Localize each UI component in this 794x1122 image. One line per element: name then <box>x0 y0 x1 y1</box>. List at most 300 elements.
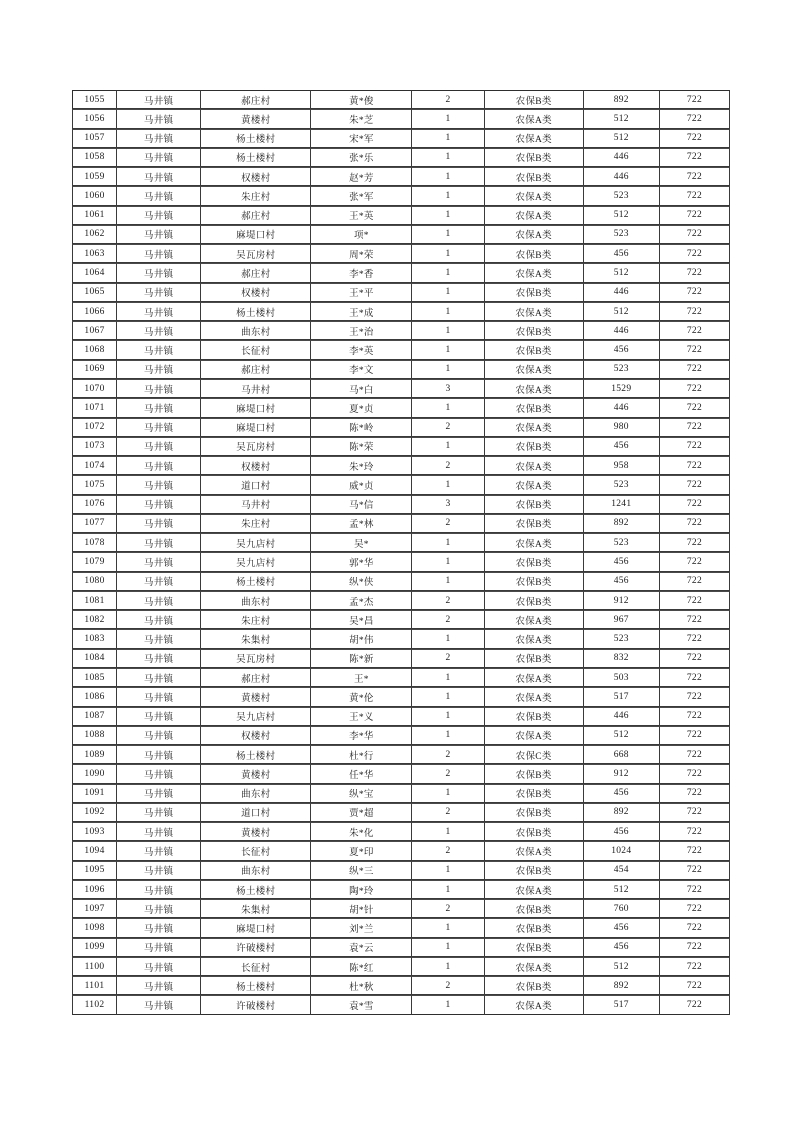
cell-town: 马井镇 <box>116 206 200 225</box>
cell-category: 农保B类 <box>484 822 583 841</box>
cell-category: 农保B类 <box>484 918 583 937</box>
cell-category: 农保A类 <box>484 995 583 1015</box>
cell-persons: 3 <box>411 495 483 514</box>
cell-seq: 1101 <box>72 976 116 995</box>
cell-name: 周*荣 <box>310 244 411 263</box>
cell-town: 马井镇 <box>116 418 200 437</box>
cell-town: 马井镇 <box>116 186 200 205</box>
cell-town: 马井镇 <box>116 629 200 648</box>
cell-category: 农保A类 <box>484 610 583 629</box>
cell-amount: 456 <box>583 784 659 803</box>
cell-seq: 1060 <box>72 186 116 205</box>
table-row <box>72 899 730 918</box>
cell-name: 李*华 <box>310 726 411 745</box>
cell-village: 郝庄村 <box>200 263 310 282</box>
cell-amount: 456 <box>583 572 659 591</box>
cell-village: 长征村 <box>200 340 310 359</box>
table-row <box>72 687 730 706</box>
cell-category: 农保A类 <box>484 109 583 128</box>
cell-standard: 722 <box>659 302 730 321</box>
cell-standard: 722 <box>659 90 730 109</box>
cell-persons: 2 <box>411 976 483 995</box>
cell-amount: 523 <box>583 629 659 648</box>
cell-amount: 446 <box>583 148 659 167</box>
cell-name: 陈*荣 <box>310 437 411 456</box>
cell-name: 朱*化 <box>310 822 411 841</box>
cell-category: 农保B类 <box>484 938 583 957</box>
cell-seq: 1097 <box>72 899 116 918</box>
cell-town: 马井镇 <box>116 244 200 263</box>
cell-town: 马井镇 <box>116 861 200 880</box>
cell-village: 权楼村 <box>200 167 310 186</box>
cell-seq: 1070 <box>72 379 116 398</box>
table-row <box>72 880 730 899</box>
cell-name: 杜*秋 <box>310 976 411 995</box>
cell-name: 黄*伦 <box>310 687 411 706</box>
table-row <box>72 263 730 282</box>
cell-category: 农保A类 <box>484 668 583 687</box>
table-row <box>72 495 730 514</box>
cell-seq: 1086 <box>72 687 116 706</box>
cell-village: 郝庄村 <box>200 668 310 687</box>
cell-amount: 446 <box>583 321 659 340</box>
cell-standard: 722 <box>659 456 730 475</box>
cell-town: 马井镇 <box>116 976 200 995</box>
cell-amount: 958 <box>583 456 659 475</box>
cell-town: 马井镇 <box>116 707 200 726</box>
cell-seq: 1066 <box>72 302 116 321</box>
cell-amount: 980 <box>583 418 659 437</box>
cell-amount: 523 <box>583 475 659 494</box>
cell-seq: 1095 <box>72 861 116 880</box>
cell-village: 马井村 <box>200 495 310 514</box>
cell-persons: 1 <box>411 398 483 417</box>
cell-amount: 832 <box>583 649 659 668</box>
cell-seq: 1098 <box>72 918 116 937</box>
table-row <box>72 418 730 437</box>
cell-amount: 512 <box>583 206 659 225</box>
cell-category: 农保B类 <box>484 340 583 359</box>
table-row <box>72 629 730 648</box>
table-row <box>72 244 730 263</box>
cell-amount: 456 <box>583 918 659 937</box>
cell-standard: 722 <box>659 398 730 417</box>
cell-name: 李*英 <box>310 340 411 359</box>
cell-village: 朱庄村 <box>200 186 310 205</box>
cell-category: 农保B类 <box>484 764 583 783</box>
cell-category: 农保A类 <box>484 629 583 648</box>
cell-name: 袁*雪 <box>310 995 411 1015</box>
cell-town: 马井镇 <box>116 167 200 186</box>
cell-persons: 1 <box>411 167 483 186</box>
cell-seq: 1061 <box>72 206 116 225</box>
table-row <box>72 109 730 128</box>
table-row <box>72 167 730 186</box>
cell-standard: 722 <box>659 995 730 1015</box>
cell-village: 黄楼村 <box>200 109 310 128</box>
cell-village: 许破楼村 <box>200 938 310 957</box>
cell-village: 曲东村 <box>200 591 310 610</box>
cell-standard: 722 <box>659 379 730 398</box>
cell-name: 孟*杰 <box>310 591 411 610</box>
cell-name: 马*信 <box>310 495 411 514</box>
cell-amount: 967 <box>583 610 659 629</box>
cell-village: 吴九店村 <box>200 707 310 726</box>
cell-name: 张*乐 <box>310 148 411 167</box>
cell-category: 农保B类 <box>484 495 583 514</box>
cell-persons: 1 <box>411 109 483 128</box>
cell-seq: 1085 <box>72 668 116 687</box>
cell-town: 马井镇 <box>116 880 200 899</box>
cell-amount: 512 <box>583 129 659 148</box>
cell-amount: 456 <box>583 552 659 571</box>
cell-standard: 722 <box>659 321 730 340</box>
cell-seq: 1084 <box>72 649 116 668</box>
cell-village: 麻堤口村 <box>200 398 310 417</box>
cell-standard: 722 <box>659 206 730 225</box>
cell-village: 曲东村 <box>200 784 310 803</box>
cell-category: 农保B类 <box>484 803 583 822</box>
cell-name: 袁*云 <box>310 938 411 957</box>
cell-standard: 722 <box>659 764 730 783</box>
cell-persons: 1 <box>411 995 483 1015</box>
table-row <box>72 995 730 1015</box>
table-row <box>72 340 730 359</box>
cell-town: 马井镇 <box>116 225 200 244</box>
cell-town: 马井镇 <box>116 822 200 841</box>
cell-amount: 456 <box>583 340 659 359</box>
cell-category: 农保A类 <box>484 533 583 552</box>
cell-persons: 1 <box>411 880 483 899</box>
cell-persons: 1 <box>411 206 483 225</box>
cell-standard: 722 <box>659 841 730 860</box>
cell-persons: 1 <box>411 225 483 244</box>
table-row <box>72 514 730 533</box>
table-row <box>72 957 730 976</box>
cell-standard: 722 <box>659 976 730 995</box>
cell-village: 朱庄村 <box>200 514 310 533</box>
table-row <box>72 398 730 417</box>
cell-town: 马井镇 <box>116 129 200 148</box>
cell-village: 许破楼村 <box>200 995 310 1015</box>
cell-category: 农保B类 <box>484 899 583 918</box>
cell-seq: 1068 <box>72 340 116 359</box>
table-row <box>72 90 730 109</box>
cell-amount: 446 <box>583 167 659 186</box>
cell-amount: 892 <box>583 803 659 822</box>
cell-standard: 722 <box>659 629 730 648</box>
cell-village: 郝庄村 <box>200 360 310 379</box>
cell-persons: 1 <box>411 129 483 148</box>
cell-village: 杨土楼村 <box>200 129 310 148</box>
cell-persons: 1 <box>411 186 483 205</box>
cell-amount: 456 <box>583 938 659 957</box>
cell-standard: 722 <box>659 957 730 976</box>
cell-seq: 1100 <box>72 957 116 976</box>
cell-name: 黄*俊 <box>310 90 411 109</box>
cell-standard: 722 <box>659 475 730 494</box>
cell-town: 马井镇 <box>116 591 200 610</box>
cell-persons: 1 <box>411 283 483 302</box>
cell-standard: 722 <box>659 283 730 302</box>
cell-category: 农保A类 <box>484 129 583 148</box>
cell-town: 马井镇 <box>116 899 200 918</box>
cell-persons: 1 <box>411 321 483 340</box>
cell-seq: 1067 <box>72 321 116 340</box>
cell-category: 农保C类 <box>484 745 583 764</box>
cell-name: 贾*超 <box>310 803 411 822</box>
cell-category: 农保B类 <box>484 552 583 571</box>
cell-category: 农保B类 <box>484 649 583 668</box>
table-row <box>72 533 730 552</box>
cell-amount: 512 <box>583 109 659 128</box>
cell-village: 朱集村 <box>200 899 310 918</box>
cell-amount: 512 <box>583 880 659 899</box>
cell-category: 农保B类 <box>484 514 583 533</box>
table-row <box>72 321 730 340</box>
cell-village: 曲东村 <box>200 321 310 340</box>
cell-seq: 1080 <box>72 572 116 591</box>
cell-town: 马井镇 <box>116 552 200 571</box>
cell-village: 黄楼村 <box>200 764 310 783</box>
table-row <box>72 186 730 205</box>
cell-town: 马井镇 <box>116 263 200 282</box>
cell-town: 马井镇 <box>116 784 200 803</box>
cell-seq: 1090 <box>72 764 116 783</box>
cell-seq: 1091 <box>72 784 116 803</box>
cell-persons: 3 <box>411 379 483 398</box>
cell-category: 农保A类 <box>484 225 583 244</box>
table-row <box>72 822 730 841</box>
cell-standard: 722 <box>659 687 730 706</box>
cell-town: 马井镇 <box>116 668 200 687</box>
table-row <box>72 572 730 591</box>
cell-standard: 722 <box>659 649 730 668</box>
table-row <box>72 283 730 302</box>
cell-village: 马井村 <box>200 379 310 398</box>
cell-seq: 1075 <box>72 475 116 494</box>
cell-category: 农保A类 <box>484 360 583 379</box>
cell-persons: 1 <box>411 629 483 648</box>
cell-town: 马井镇 <box>116 533 200 552</box>
cell-seq: 1055 <box>72 90 116 109</box>
cell-village: 吴九店村 <box>200 533 310 552</box>
cell-persons: 1 <box>411 360 483 379</box>
cell-village: 长征村 <box>200 957 310 976</box>
cell-persons: 1 <box>411 340 483 359</box>
table-row <box>72 861 730 880</box>
cell-town: 马井镇 <box>116 764 200 783</box>
table-row <box>72 148 730 167</box>
cell-town: 马井镇 <box>116 475 200 494</box>
table-row <box>72 379 730 398</box>
cell-standard: 722 <box>659 861 730 880</box>
cell-standard: 722 <box>659 938 730 957</box>
cell-category: 农保A类 <box>484 456 583 475</box>
cell-seq: 1057 <box>72 129 116 148</box>
cell-town: 马井镇 <box>116 495 200 514</box>
cell-name: 宋*军 <box>310 129 411 148</box>
cell-category: 农保A类 <box>484 418 583 437</box>
cell-standard: 722 <box>659 918 730 937</box>
cell-persons: 2 <box>411 90 483 109</box>
cell-persons: 2 <box>411 745 483 764</box>
cell-village: 朱庄村 <box>200 610 310 629</box>
cell-persons: 2 <box>411 514 483 533</box>
cell-amount: 912 <box>583 764 659 783</box>
table-row <box>72 918 730 937</box>
cell-seq: 1072 <box>72 418 116 437</box>
cell-amount: 456 <box>583 822 659 841</box>
cell-persons: 1 <box>411 533 483 552</box>
cell-standard: 722 <box>659 745 730 764</box>
cell-amount: 892 <box>583 514 659 533</box>
cell-persons: 2 <box>411 649 483 668</box>
cell-amount: 760 <box>583 899 659 918</box>
cell-town: 马井镇 <box>116 803 200 822</box>
cell-category: 农保B类 <box>484 572 583 591</box>
cell-name: 陈*新 <box>310 649 411 668</box>
cell-name: 王*成 <box>310 302 411 321</box>
cell-persons: 1 <box>411 822 483 841</box>
cell-standard: 722 <box>659 225 730 244</box>
cell-amount: 456 <box>583 244 659 263</box>
cell-name: 孟*林 <box>310 514 411 533</box>
cell-standard: 722 <box>659 880 730 899</box>
cell-village: 曲东村 <box>200 861 310 880</box>
cell-village: 吴瓦房村 <box>200 244 310 263</box>
cell-town: 马井镇 <box>116 726 200 745</box>
cell-standard: 722 <box>659 610 730 629</box>
cell-village: 道口村 <box>200 803 310 822</box>
cell-town: 马井镇 <box>116 148 200 167</box>
cell-name: 吴* <box>310 533 411 552</box>
cell-persons: 2 <box>411 591 483 610</box>
cell-town: 马井镇 <box>116 938 200 957</box>
cell-amount: 523 <box>583 360 659 379</box>
cell-persons: 1 <box>411 784 483 803</box>
cell-standard: 722 <box>659 572 730 591</box>
cell-amount: 892 <box>583 976 659 995</box>
cell-category: 农保B类 <box>484 707 583 726</box>
cell-persons: 1 <box>411 918 483 937</box>
cell-seq: 1081 <box>72 591 116 610</box>
cell-category: 农保A类 <box>484 475 583 494</box>
cell-amount: 517 <box>583 687 659 706</box>
cell-category: 农保A类 <box>484 880 583 899</box>
cell-category: 农保B类 <box>484 398 583 417</box>
cell-village: 麻堤口村 <box>200 418 310 437</box>
cell-standard: 722 <box>659 552 730 571</box>
table-body <box>72 90 730 1015</box>
cell-village: 杨土楼村 <box>200 572 310 591</box>
cell-seq: 1073 <box>72 437 116 456</box>
cell-standard: 722 <box>659 533 730 552</box>
cell-standard: 722 <box>659 109 730 128</box>
table-row <box>72 745 730 764</box>
cell-village: 杨土楼村 <box>200 148 310 167</box>
cell-seq: 1077 <box>72 514 116 533</box>
cell-category: 农保A类 <box>484 726 583 745</box>
cell-town: 马井镇 <box>116 321 200 340</box>
cell-name: 纵*宝 <box>310 784 411 803</box>
cell-standard: 722 <box>659 495 730 514</box>
cell-category: 农保B类 <box>484 244 583 263</box>
cell-amount: 446 <box>583 707 659 726</box>
cell-persons: 1 <box>411 302 483 321</box>
cell-seq: 1096 <box>72 880 116 899</box>
cell-seq: 1094 <box>72 841 116 860</box>
cell-amount: 1241 <box>583 495 659 514</box>
table-row <box>72 302 730 321</box>
cell-name: 马*白 <box>310 379 411 398</box>
cell-standard: 722 <box>659 186 730 205</box>
cell-name: 朱*玲 <box>310 456 411 475</box>
cell-amount: 668 <box>583 745 659 764</box>
cell-town: 马井镇 <box>116 572 200 591</box>
table-row <box>72 610 730 629</box>
cell-seq: 1102 <box>72 995 116 1015</box>
cell-town: 马井镇 <box>116 379 200 398</box>
cell-village: 权楼村 <box>200 726 310 745</box>
cell-standard: 722 <box>659 148 730 167</box>
cell-category: 农保B类 <box>484 321 583 340</box>
cell-amount: 456 <box>583 437 659 456</box>
cell-town: 马井镇 <box>116 360 200 379</box>
cell-seq: 1065 <box>72 283 116 302</box>
table-row <box>72 726 730 745</box>
table-row <box>72 456 730 475</box>
table-row <box>72 475 730 494</box>
cell-name: 任*华 <box>310 764 411 783</box>
cell-name: 赵*芳 <box>310 167 411 186</box>
cell-persons: 2 <box>411 899 483 918</box>
cell-name: 项* <box>310 225 411 244</box>
cell-seq: 1069 <box>72 360 116 379</box>
cell-category: 农保A类 <box>484 841 583 860</box>
cell-name: 王*英 <box>310 206 411 225</box>
cell-standard: 722 <box>659 129 730 148</box>
cell-amount: 454 <box>583 861 659 880</box>
cell-name: 夏*贞 <box>310 398 411 417</box>
cell-village: 黄楼村 <box>200 687 310 706</box>
cell-persons: 1 <box>411 572 483 591</box>
cell-amount: 523 <box>583 225 659 244</box>
cell-name: 张*军 <box>310 186 411 205</box>
cell-category: 农保B类 <box>484 167 583 186</box>
table-row <box>72 360 730 379</box>
cell-category: 农保A类 <box>484 263 583 282</box>
cell-name: 杜*行 <box>310 745 411 764</box>
cell-amount: 446 <box>583 398 659 417</box>
beneficiary-table <box>72 90 730 1015</box>
cell-persons: 2 <box>411 456 483 475</box>
cell-category: 农保A类 <box>484 186 583 205</box>
cell-name: 李*文 <box>310 360 411 379</box>
cell-name: 胡*针 <box>310 899 411 918</box>
cell-name: 吴*昌 <box>310 610 411 629</box>
cell-standard: 722 <box>659 784 730 803</box>
cell-seq: 1079 <box>72 552 116 571</box>
cell-town: 马井镇 <box>116 109 200 128</box>
cell-seq: 1058 <box>72 148 116 167</box>
cell-village: 黄楼村 <box>200 822 310 841</box>
cell-seq: 1074 <box>72 456 116 475</box>
cell-seq: 1078 <box>72 533 116 552</box>
cell-amount: 512 <box>583 726 659 745</box>
cell-seq: 1056 <box>72 109 116 128</box>
cell-standard: 722 <box>659 244 730 263</box>
